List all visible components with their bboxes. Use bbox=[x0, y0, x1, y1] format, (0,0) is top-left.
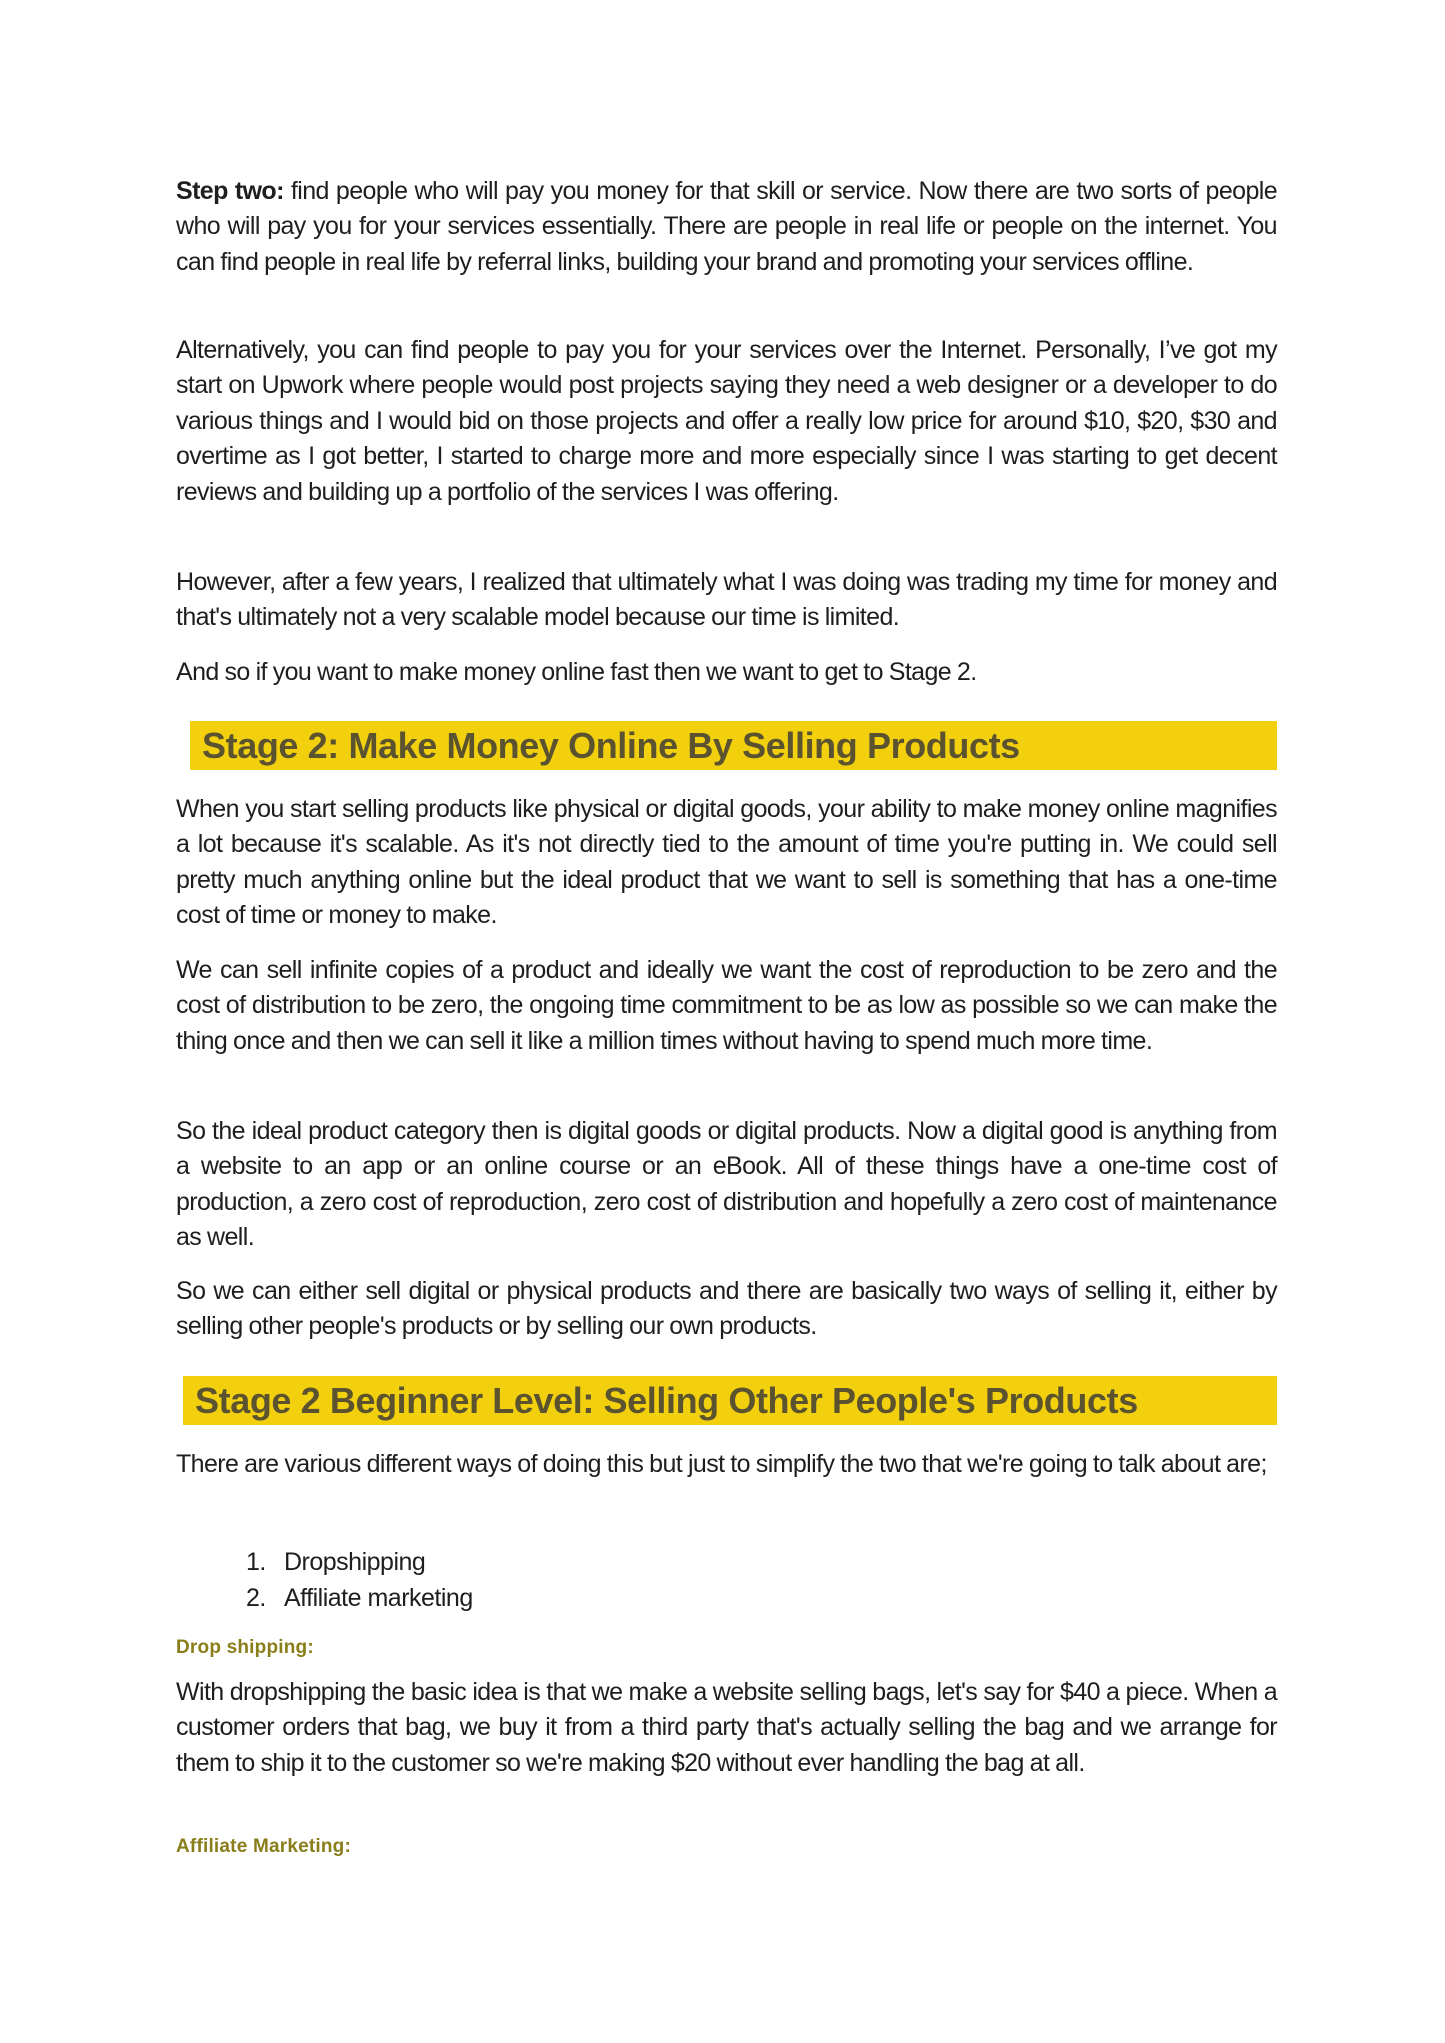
paragraph-step-two bbox=[176, 174, 1277, 280]
paragraph-dropshipping: With dropshipping the basic idea is that we make a website selling bags, let's say for $40 a piece. When a customer orders that bag, we buy it from a third party that's actually selling the bag and we arrange for them to ship it to the customer so we're making $20 without ever handling the bag at all. bbox=[176, 1678, 1277, 1777]
list-item-label: Affiliate marketing bbox=[284, 1583, 473, 1612]
paragraph-selling-products: When you start selling products like physical or digital goods, your ability to make money online magnifies a lot because it's scalable. As it's not directly tied to the amount of time you're putting in. We could sell pretty much anything online but the ideal product that we want to sell is something that has a one-time cost of time or money to make. bbox=[176, 795, 1277, 930]
paragraph-digital-goods: So the ideal product category then is digital goods or digital products. Now a digital good is anything from a website to an app or an online course or an eBook. All of these things have a one-time cost of production, a zero cost of reproduction, zero cost of distribution and hopefully a zero cost of maintenance as well. bbox=[176, 1117, 1277, 1252]
paragraph-infinite-copies: We can sell infinite copies of a product and ideally we want the cost of reproduction to be zero and the cost of distribution to be zero, the ongoing time commitment to be as low as possible so we can make the thing once and then we can sell it like a million times without having to spend much more time. bbox=[176, 956, 1277, 1055]
stage-2-beginner-heading: Stage 2 Beginner Level: Selling Other People's Products bbox=[195, 1380, 1138, 1421]
stage-2-heading: Stage 2: Make Money Online By Selling Products bbox=[202, 725, 1020, 766]
step-two-label: Step two: bbox=[176, 177, 284, 205]
stage-2-heading-bar bbox=[190, 721, 1277, 770]
paragraph-trading-time: However, after a few years, I realized that ultimately what I was doing was trading my time for money and that's ultimately not a very scalable model because our time is limited. bbox=[176, 568, 1277, 632]
list-item-label: Dropshipping bbox=[284, 1548, 426, 1576]
stage-2-beginner-heading-bar bbox=[183, 1376, 1277, 1425]
step-two-text: find people who will pay you money for that skill or service. Now there are two sorts of people who will pay you for your services essentially. There are people in real life or people on the internet. You can find people in real life by referral links, building your brand and promoting your services offline. bbox=[176, 177, 1277, 276]
paragraph-two-ways: So we can either sell digital or physical products and there are basically two ways of selling it, either by selling other people's products or by selling our own products. bbox=[176, 1277, 1277, 1341]
list-item bbox=[176, 1581, 776, 1617]
methods-list bbox=[176, 1545, 776, 1616]
affiliate-marketing-subheading: Affiliate Marketing: bbox=[176, 1836, 352, 1857]
paragraph-upwork: Alternatively, you can find people to pay you for your services over the Internet. Personally, I’ve got my start on Upwork where people would post projects saying they need a web designer or a developer to do various things and I would bid on those projects and offer a really low price for around $10, $20, $30 and overtime as I got better, I started to charge more and more especially since I was starting to get decent reviews and building up a portfolio of the services I was offering. bbox=[176, 336, 1277, 506]
drop-shipping-subheading: Drop shipping: bbox=[176, 1637, 314, 1658]
list-number: 1. bbox=[246, 1548, 266, 1576]
paragraph-get-to-stage-2: And so if you want to make money online fast then we want to get to Stage 2. bbox=[176, 658, 977, 686]
list-number: 2. bbox=[246, 1583, 266, 1612]
list-item bbox=[176, 1545, 776, 1581]
paragraph-various-ways: There are various different ways of doing this but just to simplify the two that we're going to talk about are; bbox=[176, 1450, 1267, 1478]
